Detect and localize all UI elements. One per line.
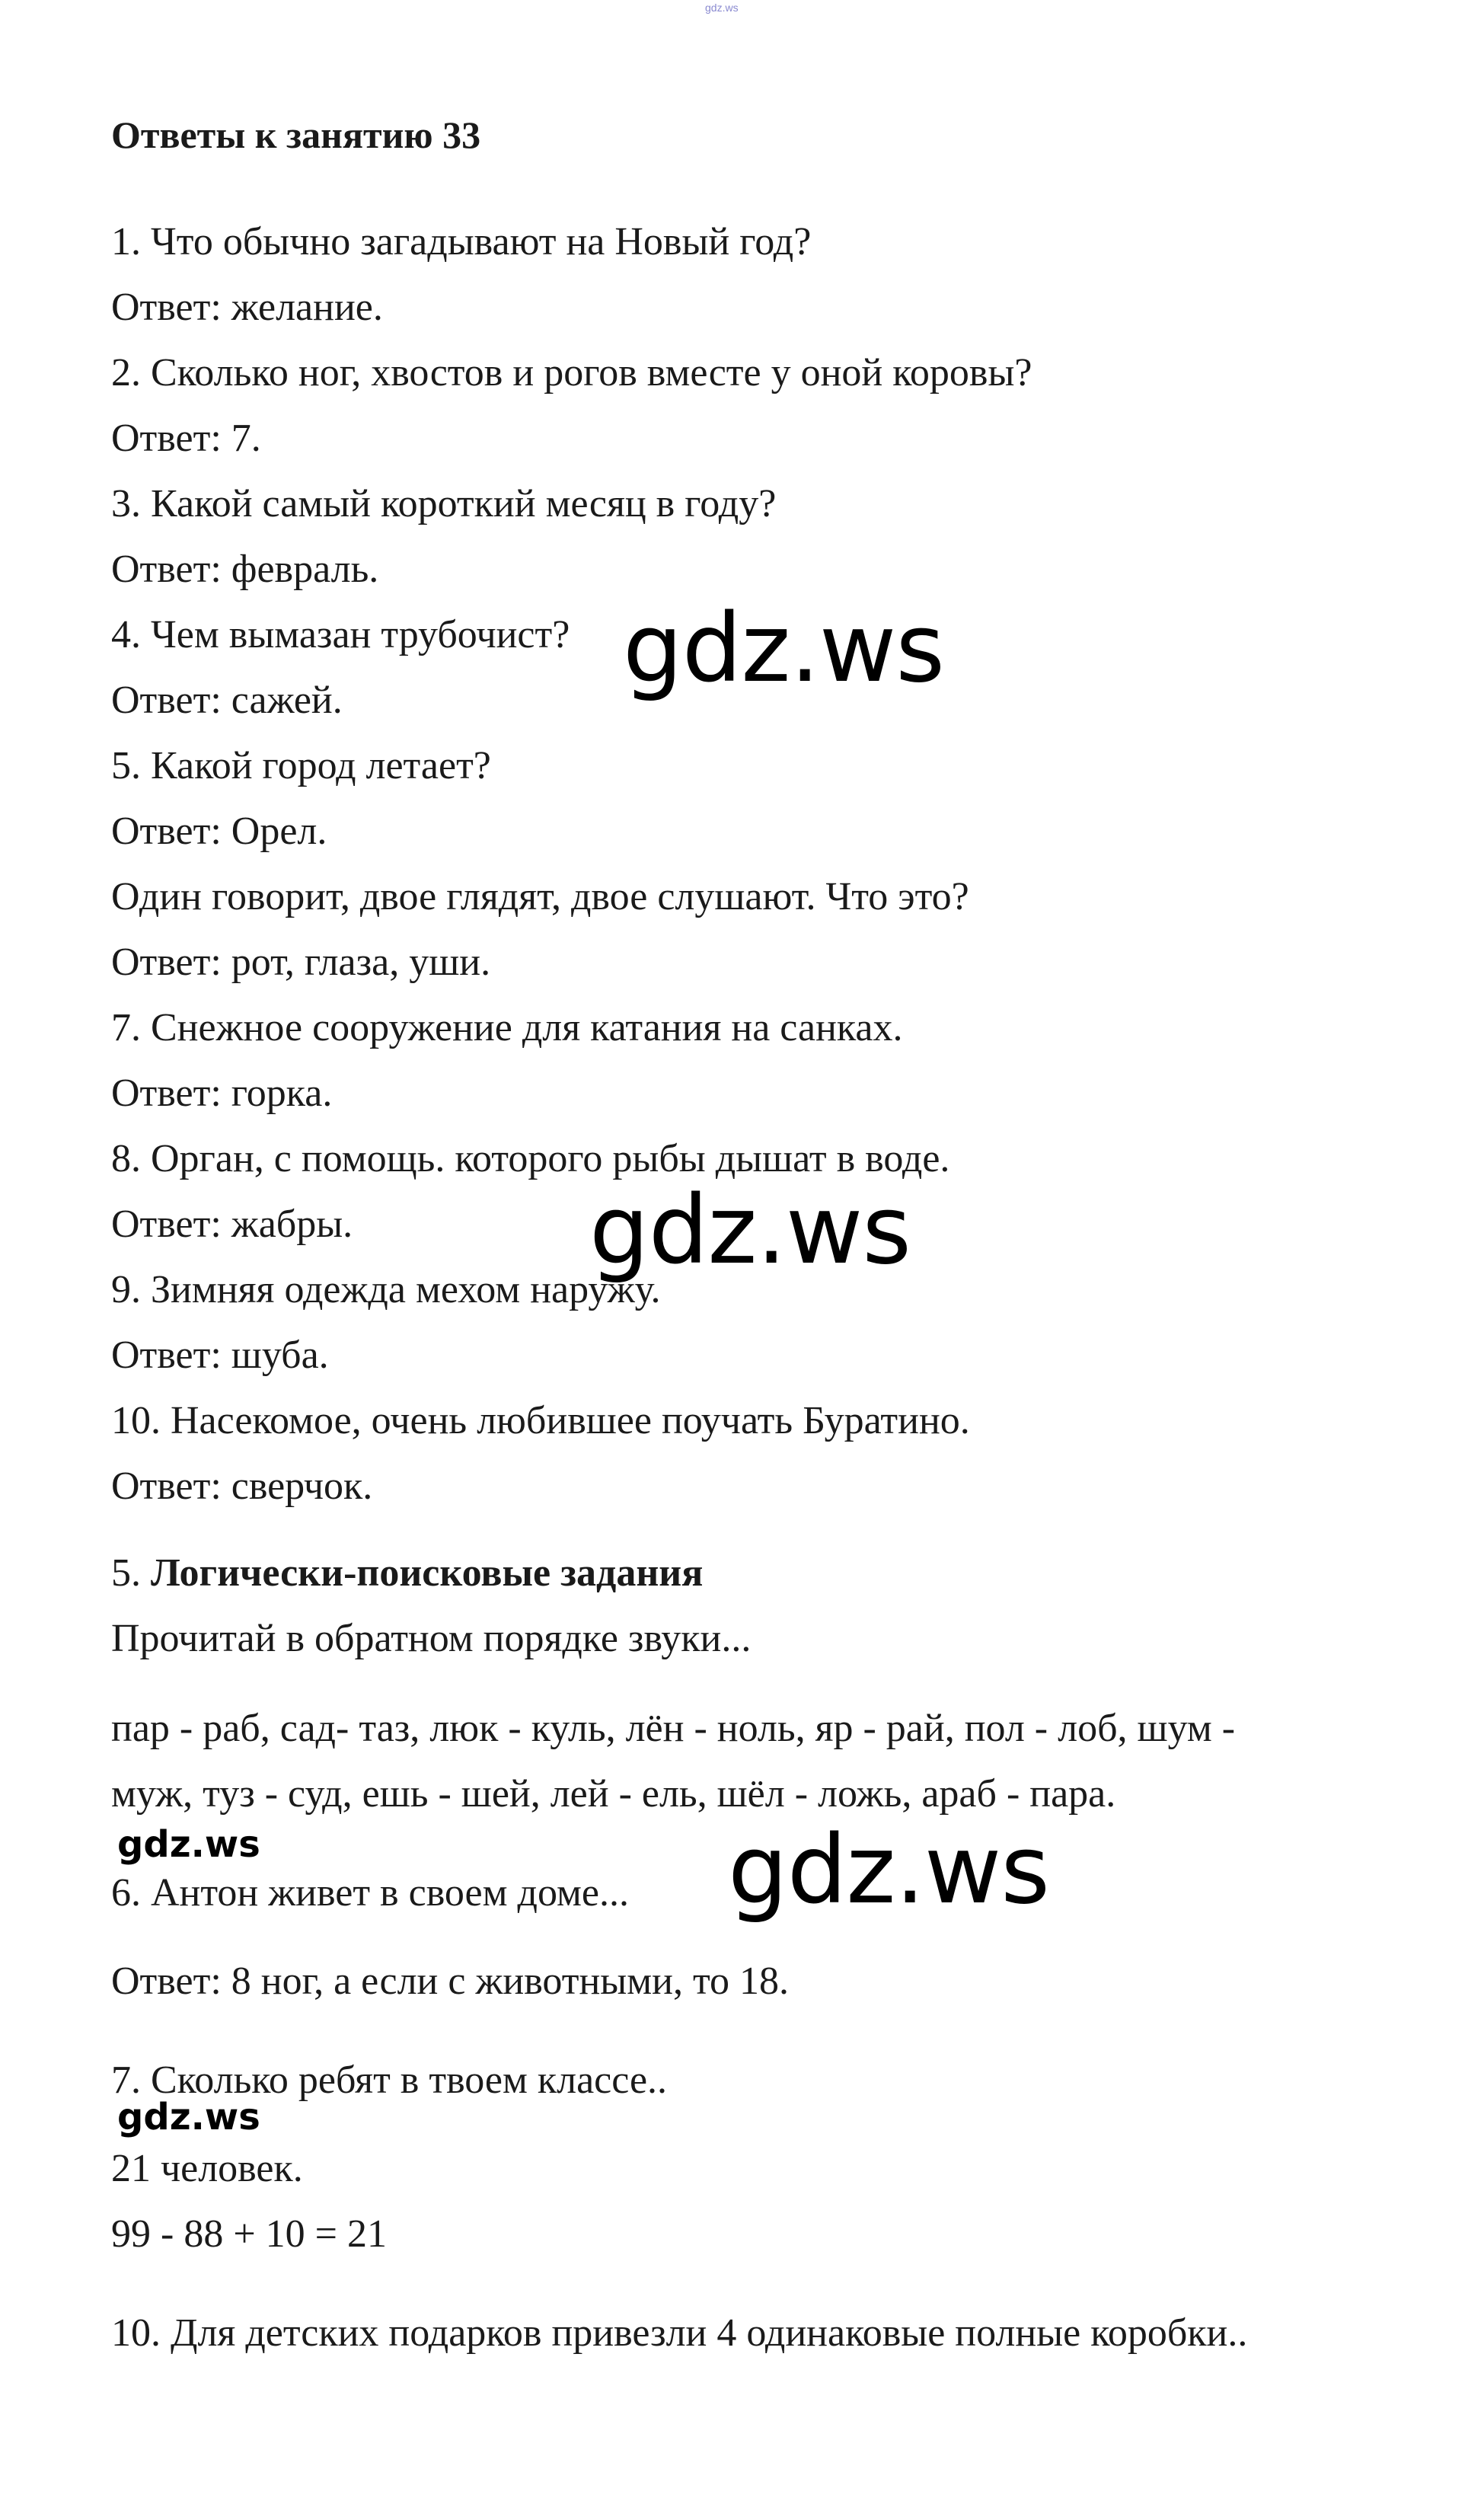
watermark-large-3: gdz.ws xyxy=(728,1816,1049,1925)
section-5-heading xyxy=(111,1551,704,1595)
watermark-large-2: gdz.ws xyxy=(589,1176,911,1286)
answer-3: Ответ: февраль. xyxy=(111,548,379,591)
section-5-intro: Прочитай в обратном порядке звуки... xyxy=(111,1617,752,1660)
question-5: 5. Какой город летает? xyxy=(111,744,491,787)
question-6: Один говорит, двое глядят, двое слушают. Что это? xyxy=(111,875,969,918)
watermark-small-2: gdz.ws xyxy=(117,2096,260,2138)
reversed-words-line-1: пар - раб, сад- таз, люк - куль, лён - ноль, яр - рай, пол - лоб, шум - xyxy=(111,1707,1236,1750)
answer-1: Ответ: желание. xyxy=(111,286,383,329)
answer-7: Ответ: горка. xyxy=(111,1072,333,1115)
question-8: 8. Орган, с помощь. которого рыбы дышат в воде. xyxy=(111,1137,950,1180)
answer-2: Ответ: 7. xyxy=(111,417,261,460)
section-5-number: 5. xyxy=(111,1551,151,1595)
question-2: 2. Сколько ног, хвостов и рогов вместе у оной коровы? xyxy=(111,351,1032,394)
question-9: 9. Зимняя одежда мехом наружу. xyxy=(111,1268,661,1311)
task-6-answer: Ответ: 8 ног, а если с животными, то 18. xyxy=(111,1959,789,2003)
answer-9: Ответ: шуба. xyxy=(111,1333,329,1377)
section-5-title: Логически-поисковые задания xyxy=(151,1551,704,1595)
answer-5: Ответ: Орел. xyxy=(111,810,327,853)
watermark-small-1: gdz.ws xyxy=(117,1823,260,1866)
task-7-answer: 21 человек. xyxy=(111,2147,303,2190)
watermark-large-1: gdz.ws xyxy=(623,594,944,704)
question-10: 10. Насекомое, очень любившее поучать Буратино. xyxy=(111,1399,970,1442)
task-7-question: 7. Сколько ребят в твоем классе.. xyxy=(111,2058,668,2102)
answer-10: Ответ: сверчок. xyxy=(111,1464,373,1508)
question-1: 1. Что обычно загадывают на Новый год? xyxy=(111,220,812,263)
top-watermark: gdz.ws xyxy=(705,2,739,14)
answer-8: Ответ: жабры. xyxy=(111,1202,353,1246)
task-10-question: 10. Для детских подарков привезли 4 одинаковые полные коробки.. xyxy=(111,2311,1248,2355)
answer-6: Ответ: рот, глаза, уши. xyxy=(111,941,491,984)
task-6-question: 6. Антон живет в своем доме... xyxy=(111,1871,629,1915)
answer-4: Ответ: сажей. xyxy=(111,679,343,722)
question-3: 3. Какой самый короткий месяц в году? xyxy=(111,482,777,525)
page-title: Ответы к занятию 33 xyxy=(111,113,481,156)
question-4: 4. Чем вымазан трубочист? xyxy=(111,613,570,656)
task-7-equation: 99 - 88 + 10 = 21 xyxy=(111,2212,387,2256)
question-7: 7. Снежное сооружение для катания на санках. xyxy=(111,1006,903,1049)
reversed-words-line-2: муж, туз - суд, ешь - шей, лей - ель, шёл - ложь, араб - пара. xyxy=(111,1772,1116,1816)
